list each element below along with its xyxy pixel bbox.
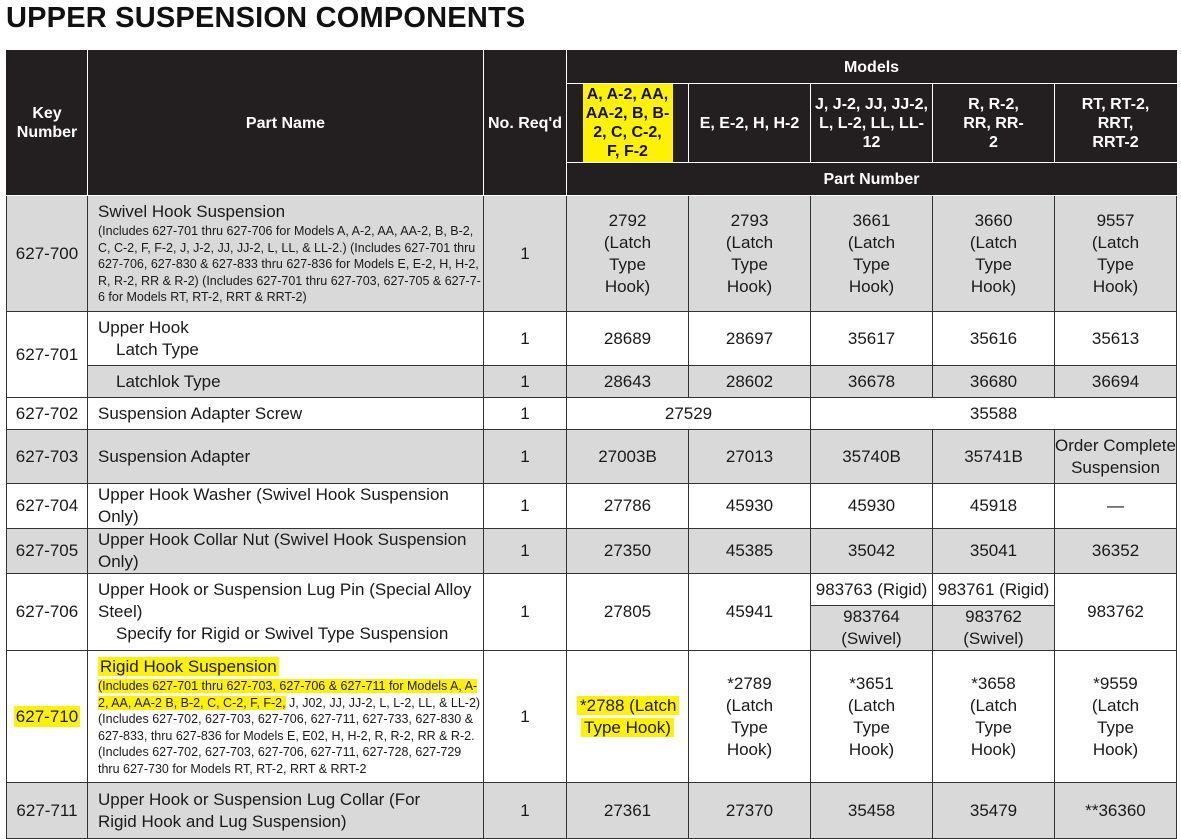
part-subtype: Latchlok Type [116,371,221,391]
header-model-group-3: J, J-2, JJ, JJ-2, L, L-2, LL, LL-12 [811,84,933,163]
part-number: 36352 [1055,529,1177,574]
part-name [88,574,484,651]
qty: 1 [484,196,567,312]
table-row [7,366,1177,398]
table-row [7,484,1177,529]
part-number: 35479 [933,783,1055,839]
part-name [88,312,484,366]
parts-table [6,50,1177,839]
part-number: *9559 (Latch Type Hook) [1055,651,1177,783]
part-name: Suspension Adapter [88,430,484,484]
key-number: 627-711 [7,783,88,839]
part-number: 3660 (Latch Type Hook) [933,196,1055,312]
part-number: 36678 [811,366,933,398]
part-number: 28697 [689,312,811,366]
part-number: — [1055,484,1177,529]
qty: 1 [484,574,567,651]
key-number: 627-705 [7,529,88,574]
header-model-group-4: R, R-2, RR, RR-2 [933,84,1055,163]
part-number: 36694 [1055,366,1177,398]
header-key-number: Key Number [7,51,88,196]
header-part-name: Part Name [88,51,484,196]
key-number: 627-701 [7,312,88,398]
part-name: Suspension Adapter Screw [88,398,484,430]
part-number-swivel: 983762 (Swivel) [933,606,1055,651]
part-number: 45930 [689,484,811,529]
key-number: 627-703 [7,430,88,484]
part-name [88,366,484,398]
part-number: 27350 [567,529,689,574]
part-name: Upper Hook Collar Nut (Swivel Hook Suspension Only) [88,529,484,574]
table-row [7,398,1177,430]
part-number: 35042 [811,529,933,574]
part-number: 45930 [811,484,933,529]
part-number: 27003B [567,430,689,484]
qty: 1 [484,783,567,839]
part-number: *3658 (Latch Type Hook) [933,651,1055,783]
part-number: 27370 [689,783,811,839]
part-number: 35613 [1055,312,1177,366]
header-model-group-1: A, A-2, AA, AA-2, B, B-2, C, C-2, F, F-2 [567,84,689,163]
part-number: **36360 [1055,783,1177,839]
part-name-text: Swivel Hook Suspension [98,202,286,222]
part-name: Upper Hook Washer (Swivel Hook Suspension Only) [88,484,484,529]
part-name-text: Upper Hook [98,317,189,337]
part-note: (Includes 627-701 thru 627-706 for Models A, A-2, AA, AA-2, B, B-2, C, C-2, F, F-2, J, J-2, JJ, JJ-2, L, LL, & LL-2.) (Includes 627-701 thru 627-706, 627-830 & 627-833 thru 627-836 for Models E, E-2, H, H-2, R, R-2, RR & R-2) (Includes 627-701 thru 627-703, 627-705 & 627-7-6 for Models RT, RT-2, RRT & RRT-2) [98,224,481,305]
table-row [7,529,1177,574]
part-name-text: Upper Hook or Suspension Lug Pin (Special Alloy Steel) [98,580,472,621]
part-number: 9557 (Latch Type Hook) [1055,196,1177,312]
part-number: 27361 [567,783,689,839]
part-number-rigid: 983763 (Rigid) [811,574,933,606]
part-number: 2793 (Latch Type Hook) [689,196,811,312]
table-row [7,651,1177,783]
qty: 1 [484,484,567,529]
part-name: Upper Hook or Suspension Lug Collar (For Rigid Hook and Lug Suspension) [88,783,484,839]
part-subtype: Specify for Rigid or Swivel Type Suspension [116,624,449,643]
part-number: 35617 [811,312,933,366]
table-row [7,312,1177,366]
table-row [7,783,1177,839]
part-number: 35740B [811,430,933,484]
header-models: Models [567,51,1177,84]
header-no-reqd: No. Req'd [484,51,567,196]
table-header [7,51,1177,196]
part-number: *2788 (Latch Type Hook) [567,651,689,783]
part-number: 45941 [689,574,811,651]
key-number: 627-700 [7,196,88,312]
table-row [7,430,1177,484]
qty: 1 [484,529,567,574]
part-number: 27786 [567,484,689,529]
part-number-swivel: 983764 (Swivel) [811,606,933,651]
key-number: 627-710 [7,651,88,783]
qty: 1 [484,312,567,366]
part-subtype: Latch Type [116,339,199,359]
header-model-group-2: E, E-2, H, H-2 [689,84,811,163]
qty: 1 [484,366,567,398]
part-name [88,651,484,783]
part-number: 3661 (Latch Type Hook) [811,196,933,312]
qty: 1 [484,398,567,430]
part-number: *2789 (Latch Type Hook) [689,651,811,783]
part-number: Order Complete Suspension [1055,430,1177,484]
key-number: 627-704 [7,484,88,529]
part-name [88,196,484,312]
part-number: 27529 [567,398,811,430]
part-number: 983762 [1055,574,1177,651]
part-note: (Includes 627-701 thru 627-703, 627-706 & 627-711 for Models A, A-2, AA, AA-2 B, B-2, C, C-2, F, F-2, J, J02, JJ, JJ-2, L, L-2, LL, & LL-2) (Includes 627-702, 627-703, 627-706, 627-711, 627-733, 627-830 & 627-833, thru 627-836 for Models E, E02, H, H-2, R, R-2, RR & R-2. (Includes 627-702, 627-703, 627-706, 627-711, 627-728, 627-729 thru 627-730 for Models RT, RT-2, RRT & RRT-2 [98,679,481,776]
header-part-number: Part Number [567,163,1177,196]
part-number-rigid: 983761 (Rigid) [933,574,1055,606]
part-number: 35588 [811,398,1177,430]
table-row [7,574,1177,606]
part-number: 35041 [933,529,1055,574]
page-title: UPPER SUSPENSION COMPONENTS [6,2,526,34]
part-number: 27013 [689,430,811,484]
part-number: 45385 [689,529,811,574]
table-row [7,196,1177,312]
part-number: 2792 (Latch Type Hook) [567,196,689,312]
part-number: *3651 (Latch Type Hook) [811,651,933,783]
part-number: 35616 [933,312,1055,366]
header-model-group-5: RT, RT-2, RRT, RRT-2 [1055,84,1177,163]
qty: 1 [484,430,567,484]
part-number: 36680 [933,366,1055,398]
part-name-text: Rigid Hook Suspension [100,657,277,676]
part-number: 45918 [933,484,1055,529]
part-number: 28689 [567,312,689,366]
key-number: 627-702 [7,398,88,430]
qty: 1 [484,651,567,783]
part-number: 35741B [933,430,1055,484]
key-number: 627-706 [7,574,88,651]
part-number: 28643 [567,366,689,398]
part-number: 35458 [811,783,933,839]
part-number: 27805 [567,574,689,651]
part-number: 28602 [689,366,811,398]
